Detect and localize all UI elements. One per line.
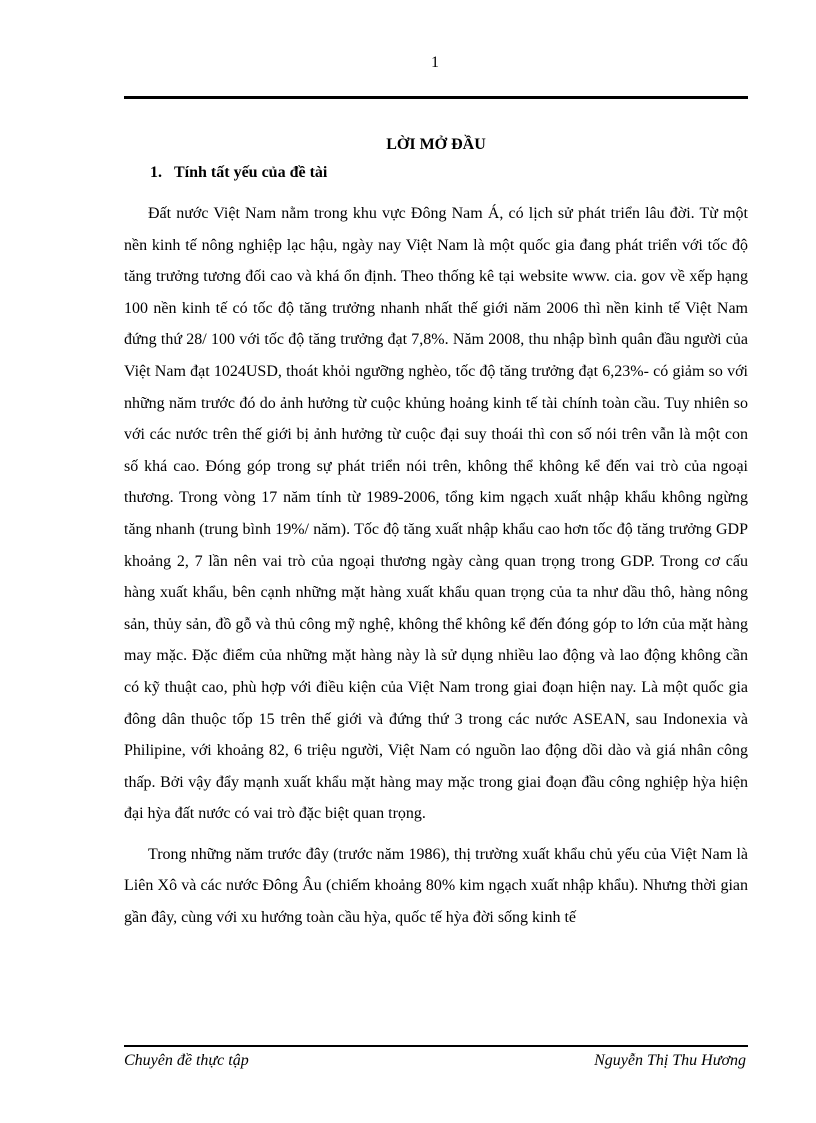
page-number: 1 [431,54,439,71]
footer-document-type: Chuyên đề thực tập [124,1052,249,1069]
footer-divider [124,1045,748,1047]
body-text [124,198,748,934]
section-heading [150,164,327,182]
section-heading-text: Tính tất yếu của đề tài [174,164,328,181]
header-divider [124,96,748,99]
paragraph-1: Đất nước Việt Nam nằm trong khu vực Đông Nam Á, có lịch sử phát triển lâu đời. Từ một nền kinh tế nông nghiệp lạc hậu, ngày nay Việt Nam là một quốc gia đang phát triển với tốc độ tăng trưởng tương đối cao và khá ổn định. Theo thống kê tại website www. cia. gov về xếp hạng 100 nền kinh tế có tốc độ tăng trưởng nhanh nhất thế giới năm 2006 thì nền kinh tế Việt Nam đứng thứ 28/ 100 với tốc độ tăng trưởng đạt 7,8%. Năm 2008, thu nhập bình quân đầu người của Việt Nam đạt 1024USD, thoát khỏi ngưỡng nghèo, tốc độ tăng trưởng đạt 6,23%- có giảm so với những năm trước đó do ảnh hưởng từ cuộc khủng hoảng kinh tế tài chính toàn cầu. Tuy nhiên so với các nước trên thế giới bị ảnh hưởng từ cuộc đại suy thoái thì con số nói trên vẫn là một con số khá cao. Đóng góp trong sự phát triển nói trên, không thể không kể đến vai trò của ngoại thương. Trong vòng 17 năm tính từ 1989-2006, tổng kim ngạch xuất nhập khẩu không ngừng tăng nhanh (trung bình 19%/ năm). Tốc độ tăng xuất nhập khẩu cao hơn tốc độ tăng trưởng GDP khoảng 2, 7 lần nên vai trò của ngoại thương ngày càng quan trọng trong GDP. Trong cơ cấu hàng xuất khẩu, bên cạnh những mặt hàng xuất khẩu quan trọng của ta như dầu thô, hàng nông sản, thủy sản, đồ gỗ và thủ công mỹ nghệ, không thể không kể đến đóng góp to lớn của mặt hàng may mặc. Đặc điểm của những mặt hàng này là sử dụng nhiều lao động và lao động không cần có kỹ thuật cao, phù hợp với điều kiện của Việt Nam trong giai đoạn hiện nay. Là một quốc gia đông dân thuộc tốp 15 trên thế giới và đứng thứ 3 trong các nước ASEAN, sau Indonexia và Philipine, với khoảng 82, 6 triệu người, Việt Nam có nguồn lao động dồi dào và giá nhân công thấp. Bởi vậy đẩy mạnh xuất khẩu mặt hàng may mặc trong giai đoạn đầu công nghiệp hỳa hiện đại hỳa đất nước có vai trò đặc biệt quan trọng. [124,205,748,823]
document-title: LỜI MỞ ĐẦU [386,136,486,153]
paragraph-2: Trong những năm trước đây (trước năm 1986), thị trường xuất khẩu chủ yếu của Việt Nam là Liên Xô và các nước Đông Âu (chiếm khoảng 80% kim ngạch xuất nhập khẩu). Nhưng thời gian gần đây, cùng với xu hướng toàn cầu hỳa, quốc tế hỳa đời sống kinh tế [124,845,748,927]
footer-author: Nguyễn Thị Thu Hương [594,1052,746,1069]
section-number: 1. [150,164,162,181]
